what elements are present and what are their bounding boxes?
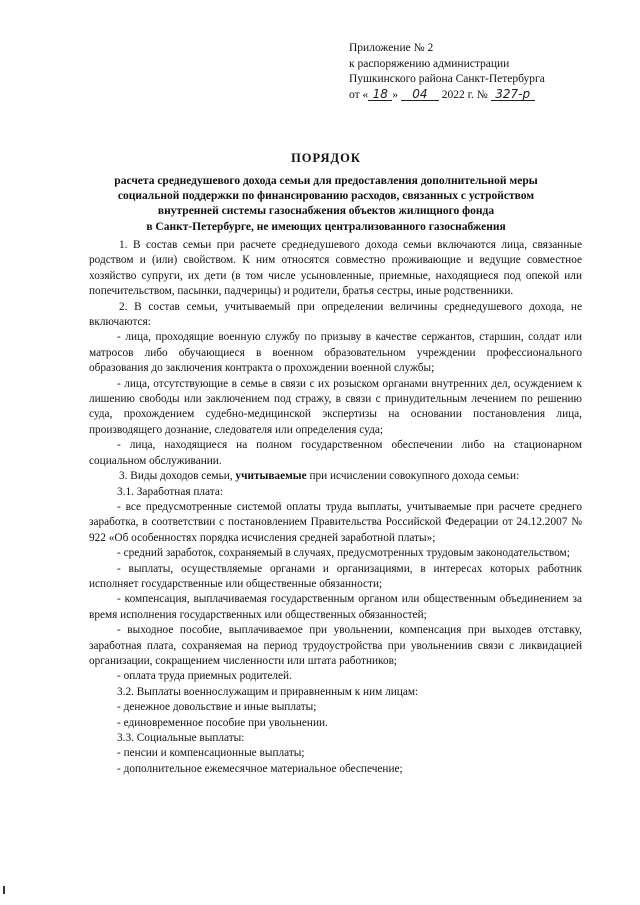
annex-title: Приложение № 2 xyxy=(349,42,434,54)
handwritten-day: 18 xyxy=(368,88,392,101)
date-prefix: от « xyxy=(349,88,369,101)
title-line-2: социальной поддержки по финансированию расходов, связанных с устройством xyxy=(117,190,535,203)
paragraph-2-item-b: - лица, отсутствующие в семье в связи с их розыском органами внутренних дел, осуждением к лишению свободы или заключением под стражу, в связи с принудительным лечением по решению суда, прохождением судебно-медицинской экспертизы на основании постановления лица, производящего дознание, следователя или определения суда; xyxy=(89,377,582,436)
section-3-3-item-a: - пенсии и компенсационные выплаты; xyxy=(117,747,305,760)
paragraph-2: 2. В состав семьи, учитываемый при определении величины среднедушевого дохода, не включаются: xyxy=(89,300,582,329)
annex-header xyxy=(349,41,545,103)
annex-date-line xyxy=(349,88,545,104)
date-mid: » xyxy=(392,88,398,101)
annex-district-line: Пушкинского района Санкт-Петербурга xyxy=(349,73,545,85)
title-line-3: внутренней системы газоснабжения объектов жилищного фонда xyxy=(157,205,495,218)
paragraph-1: 1. В состав семьи при расчете среднедушевого дохода семьи включаются лица, связанные родством и (или) свойством. К ним относятся совместно проживающие и ведущие совместное хозяйство супруги, их дети (в том числе усыновленные, приемные, находящиеся под опекой или попечительством, пасынки, падчерицы) и родители, братья сестры, иные родственники. xyxy=(89,239,582,298)
year-text: 2022 г. № xyxy=(441,88,488,101)
section-3-3-item-b: - дополнительное ежемесячное материальное обеспечение; xyxy=(117,762,403,775)
document-body xyxy=(89,238,582,777)
section-3-1-item-e: - выходное пособие, выплачиваемое при увольнении, компенсация при выходев отставку, заработная плата, сохраняемая на период трудоустройства при увольнениив связи с ликвидацией организации, сокращением численности или штата работников; xyxy=(89,624,582,667)
paragraph-3-end: при исчислении совокупного дохода семьи: xyxy=(306,470,520,483)
paragraph-2-item-c: - лица, находящиеся на полном государственном обеспечении либо на стационарном социальном обслуживании. xyxy=(89,439,582,467)
document-title xyxy=(80,151,572,235)
title-line-4: в Санкт-Петербурге, не имеющих централизованного газоснабжения xyxy=(146,220,506,233)
section-3-1: 3.1. Заработная плата: xyxy=(117,485,224,498)
paragraph-3 xyxy=(89,469,582,484)
section-3-1-item-a: - все предусмотренные системой оплаты труда выплаты, учитываемые при расчете среднего заработка, в соответствии с постановлением Правительства Российской Федерации от 24.12.2007 № 922 «Об особенностях порядка исчисления средней заработной платы»; xyxy=(89,500,582,544)
section-3-1-item-f: - оплата труда приемных родителей. xyxy=(117,670,292,683)
annex-order-line: к распоряжению администрации xyxy=(349,57,510,70)
title-line-1: расчета среднедушевого дохода семьи для предоставления дополнительной меры xyxy=(114,175,538,187)
paragraph-2-item-a: - лица, проходящие военную службу по призыву в качестве сержантов, старшин, солдат или матросов либо обучающиеся в военном образовательном учреждении профессионального образования до заключения контракта о прохождении военной службы; xyxy=(89,331,582,375)
section-3-1-item-c: - выплаты, осуществляемые органами и организациями, в интересах которых работник исполняет государственные или общественные обязанности; xyxy=(89,562,582,590)
paragraph-3-emphasis: учитываемые xyxy=(235,470,307,483)
section-3-1-item-b: - средний заработок, сохраняемый в случаях, предусмотренных трудовым законодательством; xyxy=(117,547,570,560)
scan-edge-mark xyxy=(3,886,5,894)
section-3-1-item-d: - компенсация, выплачиваемая государственным органом или общественным объединением за время исполнения государственных или общественных обязанностей; xyxy=(89,593,582,621)
section-3-2-item-b: - единовременное пособие при увольнении. xyxy=(117,716,328,729)
paragraph-3-start: 3. Виды доходов семьи, xyxy=(119,470,236,483)
section-3-2: 3.2. Выплаты военнослужащим и приравненным к ним лицам: xyxy=(117,685,419,698)
title-heading: ПОРЯДОК xyxy=(291,151,361,165)
handwritten-number: 327-р xyxy=(491,88,535,101)
section-3-3: 3.3. Социальные выплаты: xyxy=(117,732,245,744)
section-3-2-item-a: - денежное довольствие и иные выплаты; xyxy=(117,701,317,714)
handwritten-month: 04 xyxy=(401,88,439,101)
